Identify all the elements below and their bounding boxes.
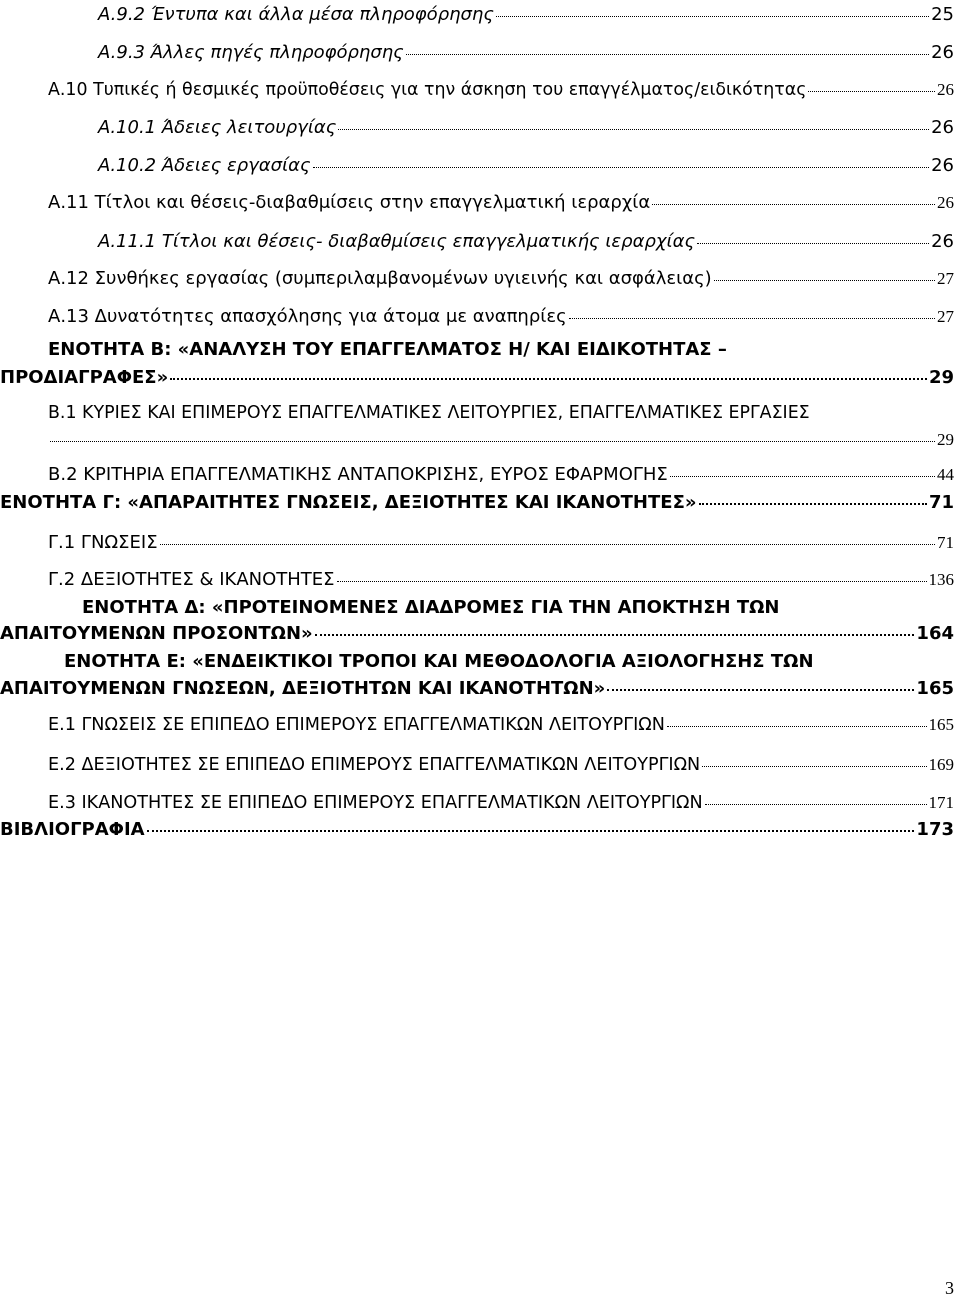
toc-entry-title: Α.11 Τίτλοι και θέσεις-διαβαθμίσεις στην επαγγελματική ιεραρχία — [48, 192, 651, 213]
toc-entry-title: Α.11.1 Τίτλοι και θέσεις- διαβαθμίσεις επαγγελματικής ιεραρχίας — [98, 231, 696, 252]
toc-entry-b-2[interactable] — [48, 464, 954, 486]
toc-page-number: 171 — [928, 793, 954, 812]
toc-entry-section-e[interactable] — [0, 678, 954, 700]
dot-leader — [50, 427, 935, 442]
toc-entry-title: Ε.2 ΔΕΞΙΟΤΗΤΕΣ ΣΕ ΕΠΙΠΕΔΟ ΕΠΙΜΕΡΟΥΣ ΕΠΑΓΓΕΛΜΑΤΙΚΩΝ ΛΕΙΤΟΥΡΓΙΩΝ — [48, 755, 701, 775]
toc-entry-c-1[interactable] — [48, 532, 954, 554]
toc-entry-a-11[interactable] — [48, 192, 954, 214]
toc-page-number: 71 — [928, 492, 954, 513]
toc-entry-a-10-2[interactable] — [98, 155, 954, 177]
toc-entry-title: ΑΠΑΙΤΟΥΜΕΝΩΝ ΠΡΟΣΟΝΤΩΝ» — [0, 623, 313, 644]
dot-leader — [670, 462, 935, 477]
toc-entry-c-2[interactable] — [48, 569, 954, 591]
dot-leader — [338, 115, 929, 130]
toc-page-number: 44 — [937, 465, 954, 484]
toc-entry-a-9-3[interactable] — [98, 42, 954, 64]
dot-leader — [714, 266, 935, 281]
toc-page-number: 29 — [937, 430, 954, 449]
toc-entry-title: Α.10 Τυπικές ή θεσμικές προϋποθέσεις για την άσκηση του επαγγέλματος/ειδικότητας — [48, 80, 807, 100]
toc-entry-a-11-1[interactable] — [98, 231, 954, 253]
toc-entry-title: Β.2 ΚΡΙΤΗΡΙΑ ΕΠΑΓΓΕΛΜΑΤΙΚΗΣ ΑΝΤΑΠΟΚΡΙΣΗΣ, ΕΥΡΟΣ ΕΦΑΡΜΟΓΗΣ — [48, 464, 668, 485]
toc-page-number: 164 — [916, 623, 954, 644]
toc-page-number: 136 — [928, 570, 954, 589]
toc-page-number: 26 — [931, 117, 954, 138]
toc-entry-title: Α.10.1 Άδειες λειτουργίας — [98, 117, 337, 138]
dot-leader — [667, 712, 927, 727]
dot-leader — [569, 304, 935, 319]
toc-entry-section-b[interactable] — [0, 367, 954, 389]
toc-entry-e-3[interactable] — [48, 792, 954, 814]
toc-entry-title: Α.12 Συνθήκες εργασίας (συμπεριλαμβανομένων υγιεινής και ασφάλειας) — [48, 268, 712, 289]
toc-entry-title: ΠΡΟΔΙΑΓΡΑΦΕΣ» — [0, 367, 169, 388]
toc-entry-a-12[interactable] — [48, 268, 954, 290]
toc-entry-a-13[interactable] — [48, 306, 954, 328]
toc-entry-title: A.9.2 Έντυπα και άλλα μέσα πληροφόρησης — [98, 4, 494, 25]
dot-leader — [313, 153, 929, 168]
dot-leader — [170, 364, 927, 380]
toc-entry-a-9-2[interactable] — [98, 4, 954, 26]
dot-leader — [315, 620, 915, 636]
toc-entry-title: ΑΠΑΙΤΟΥΜΕΝΩΝ ΓΝΩΣΕΩΝ, ΔΕΞΙΟΤΗΤΩΝ ΚΑΙ ΙΚΑΝΟΤΗΤΩΝ» — [0, 678, 606, 699]
toc-entry-e-2[interactable] — [48, 754, 954, 776]
toc-page-number: 27 — [937, 307, 954, 326]
toc-entry-title: Γ.2 ΔΕΞΙΟΤΗΤΕΣ & ΙΚΑΝΟΤΗΤΕΣ — [48, 569, 335, 590]
toc-page-number: 169 — [928, 755, 954, 774]
toc-entry-title: ΒΙΒΛΙΟΓΡΑΦΙΑ — [0, 819, 145, 840]
toc-entry-title: Α.10.2 Άδειες εργασίας — [98, 155, 311, 176]
toc-page-number: 165 — [916, 678, 954, 699]
toc-entry-title: ΕΝΟΤΗΤΑ Γ: «ΑΠΑΡΑΙΤΗΤΕΣ ΓΝΩΣΕΙΣ, ΔΕΞΙΟΤΗΤΕΣ ΚΑΙ ΙΚΑΝΟΤΗΤΕΣ» — [0, 492, 697, 513]
toc-entry-b-1-line1[interactable]: Β.1 ΚΥΡΙΕΣ ΚΑΙ ΕΠΙΜΕΡΟΥΣ ΕΠΑΓΓΕΛΜΑΤΙΚΕΣ ΛΕΙΤΟΥΡΓΙΕΣ, ΕΠΑΓΓΕΛΜΑΤΙΚΕΣ ΕΡΓΑΣΙΕΣ — [48, 403, 810, 423]
toc-entry-title: Ε.3 ΙΚΑΝΟΤΗΤΕΣ ΣΕ ΕΠΙΠΕΔΟ ΕΠΙΜΕΡΟΥΣ ΕΠΑΓΓΕΛΜΑΤΙΚΩΝ ΛΕΙΤΟΥΡΓΙΩΝ — [48, 793, 703, 813]
toc-entry-a-10[interactable] — [48, 79, 954, 101]
toc-page-number: 26 — [937, 193, 954, 212]
toc-entry-section-c[interactable] — [0, 492, 954, 514]
toc-page-number: 26 — [931, 231, 954, 252]
toc-page-number: 26 — [931, 155, 954, 176]
dot-leader — [702, 752, 926, 767]
dot-leader — [147, 816, 915, 832]
dot-leader — [496, 2, 929, 17]
toc-page-number: 27 — [937, 269, 954, 288]
toc-entry-a-10-1[interactable] — [98, 117, 954, 139]
toc-entry-title: Γ.1 ΓΝΩΣΕΙΣ — [48, 532, 158, 553]
toc-page-number: 29 — [928, 367, 954, 388]
toc-page-number: 71 — [937, 533, 954, 552]
toc-entry-title: Α.13 Δυνατότητες απασχόλησης για άτομα με αναπηρίες — [48, 306, 567, 327]
dot-leader — [337, 567, 927, 582]
dot-leader — [607, 675, 914, 691]
dot-leader — [697, 229, 929, 244]
toc-entry-e-1[interactable] — [48, 714, 954, 736]
toc-page-number: 173 — [916, 819, 954, 840]
toc-page-number: 25 — [931, 4, 954, 25]
toc-page-number: 26 — [931, 42, 954, 63]
toc-page-number: 165 — [928, 715, 954, 734]
toc-entry-section-b-line1[interactable]: ΕΝΟΤΗΤΑ Β: «ΑΝΑΛΥΣΗ ΤΟΥ ΕΠΑΓΓΕΛΜΑΤΟΣ Η/ ΚΑΙ ΕΙΔΙΚΟΤΗΤΑΣ – — [48, 339, 727, 360]
dot-leader — [160, 530, 935, 545]
page-number: 3 — [945, 1278, 954, 1298]
dot-leader — [808, 77, 935, 92]
toc-entry-bibliography[interactable] — [0, 819, 954, 841]
dot-leader — [705, 790, 927, 805]
toc-entry-section-e-line1[interactable]: ΕΝΟΤΗΤΑ Ε: «ΕΝΔΕΙΚΤΙΚΟΙ ΤΡΟΠΟΙ ΚΑΙ ΜΕΘΟΔΟΛΟΓΙΑ ΑΞΙΟΛΟΓΗΣΗΣ ΤΩΝ — [64, 651, 814, 672]
toc-entry-title: Ε.1 ΓΝΩΣΕΙΣ ΣΕ ΕΠΙΠΕΔΟ ΕΠΙΜΕΡΟΥΣ ΕΠΑΓΓΕΛΜΑΤΙΚΩΝ ΛΕΙΤΟΥΡΓΙΩΝ — [48, 715, 665, 735]
toc-entry-b-1[interactable] — [48, 429, 954, 451]
toc-entry-title: A.9.3 Άλλες πηγές πληροφόρησης — [98, 42, 404, 63]
toc-page-number: 26 — [937, 80, 954, 99]
dot-leader — [406, 40, 929, 55]
toc-entry-section-d[interactable] — [0, 623, 954, 645]
toc-entry-section-d-line1[interactable]: ΕΝΟΤΗΤΑ Δ: «ΠΡΟΤΕΙΝΟΜΕΝΕΣ ΔΙΑΔΡΟΜΕΣ ΓΙΑ ΤΗΝ ΑΠΟΚΤΗΣΗ ΤΩΝ — [82, 597, 780, 618]
dot-leader — [652, 190, 935, 205]
dot-leader — [699, 489, 927, 505]
